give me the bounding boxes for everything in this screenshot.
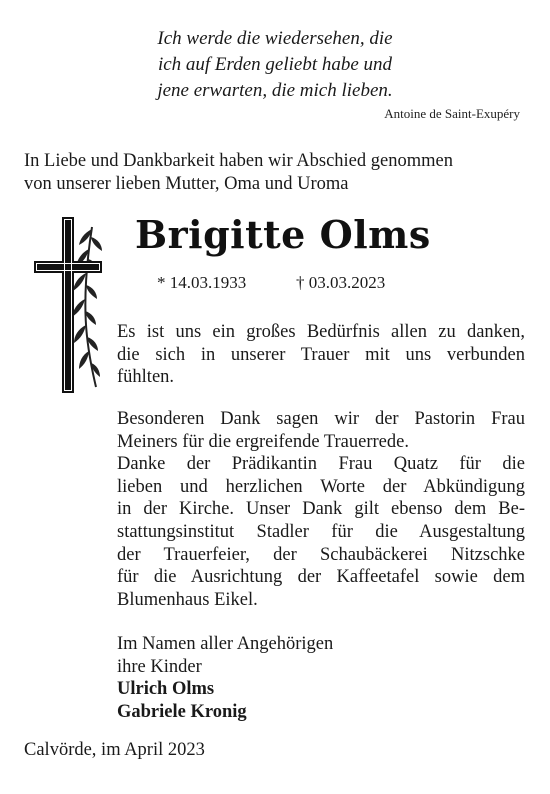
- intro-text: [24, 150, 534, 196]
- signoff-line: ihre Kinder: [117, 656, 202, 677]
- paragraph-line: Besonderen Dank sagen wir der Pastorin Frau: [117, 409, 525, 429]
- signer-name: Ulrich Olms: [117, 679, 215, 700]
- paragraph-line: lieben und herzlichen Worte der Abkündigung: [117, 476, 525, 497]
- quote-line: jene erwarten, die mich lieben.: [157, 80, 393, 101]
- special-thanks-paragraph: [117, 408, 525, 611]
- signoff-line: Im Namen aller Angehörigen: [117, 634, 334, 654]
- thanks-paragraph: [117, 321, 525, 389]
- paragraph-line: Blumenhaus Eikel.: [117, 589, 258, 610]
- deceased-name: Brigitte Olms: [135, 212, 431, 257]
- paragraph-line: die sich in unserer Trauer mit uns verbunden: [117, 344, 525, 365]
- paragraph-line: Es ist uns ein großes Bedürfnis allen zu danken,: [117, 322, 525, 342]
- birth-date: * 14.03.1933: [157, 273, 247, 292]
- paragraph-line: für die Ausrichtung der Kaffeetafel sowie dem: [117, 567, 525, 588]
- paragraph-line: Danke der Prädikantin Frau Quatz für die: [117, 454, 525, 475]
- quote-line: Ich werde die wiedersehen, die: [157, 28, 393, 49]
- paragraph-line: Meiners für die ergreifende Trauerrede.: [117, 431, 409, 452]
- place-date: Calvörde, im April 2023: [24, 740, 205, 760]
- quote-line: ich auf Erden geliebt habe und: [157, 54, 393, 75]
- quote-block: [0, 26, 550, 104]
- paragraph-line: in der Kirche. Unser Dank gilt ebenso dem Be-: [117, 499, 525, 520]
- intro-line: In Liebe und Dankbarkeit haben wir Abschied genommen: [24, 151, 453, 171]
- death-date: † 03.03.2023: [296, 273, 386, 292]
- intro-line: von unserer lieben Mutter, Oma und Uroma: [24, 174, 349, 194]
- cross-with-palm-icon: [34, 215, 102, 395]
- paragraph-line: stattungsinstitut Stadler für die Ausgestaltung: [117, 521, 525, 542]
- paragraph-line: der Trauerfeier, der Schaubäckerei Nitzschke: [117, 544, 525, 565]
- signoff-block: [117, 633, 525, 723]
- quote-author: Antoine de Saint-Exupéry: [384, 106, 520, 121]
- signer-name: Gabriele Kronig: [117, 701, 247, 722]
- paragraph-line: fühlten.: [117, 367, 175, 388]
